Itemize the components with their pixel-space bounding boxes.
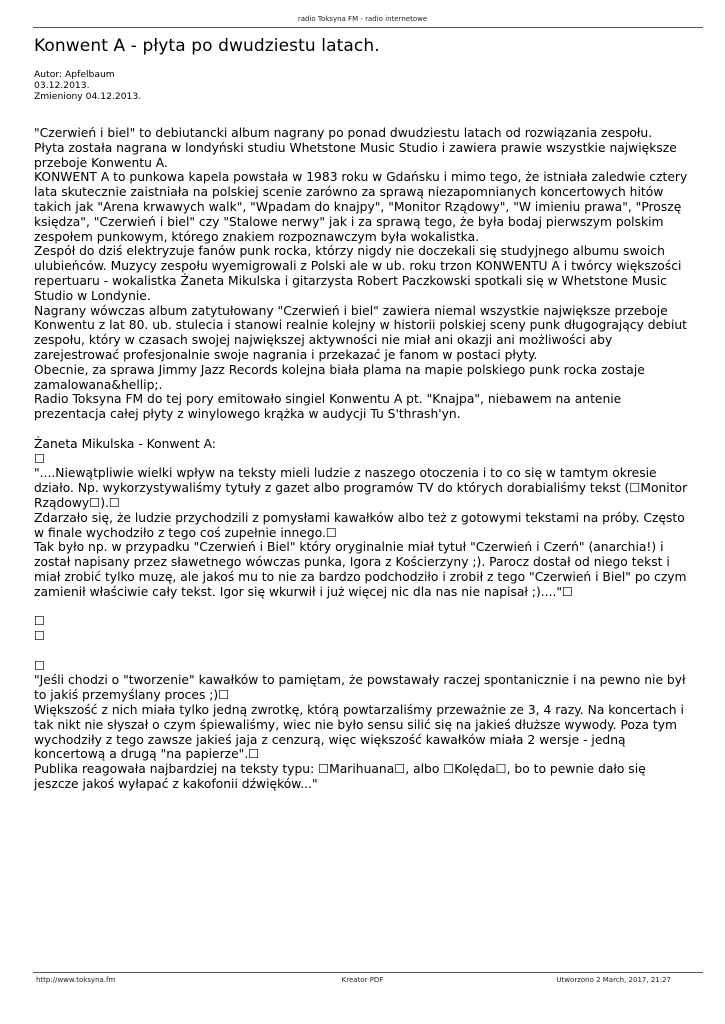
quote-paragraph: Tak było np. w przypadku "Czerwień i Biel" który oryginalnie miał tytuł "Czerwień i Czerń" (anarchia!) i został napisany przez sławetnego wówczas punka, Igora z Kościerzyny ;). Parocz dostał od niego tekst i miał zrobić tylko muzę, ale jakoś mu to nie za bardzo podchodziło i zrobił z tego "Czerwień i Biel" po czym zamienił właściwie cały tekst. Igor się wkurwił i już więcej nic dla nas nie napisał ;)...."☐	[34, 540, 687, 599]
paragraph: Zespół do dziś elektryzuje fanów punk rocka, którzy nigdy nie doczekali się studyjnego albumu swoich ulubieńców. Muzycy zespołu wyemigrowali z Polski ale w ub. roku trzon KONWENTU A i twórcy większości repertuaru - wokalistka Żaneta Mikulska i gitarzysta Robert Paczkowski spotkali się w Whetstone Music Studio w Londynie.	[34, 244, 682, 303]
header-divider	[33, 27, 703, 28]
footer-url: http://www.toksyna.fm	[36, 976, 116, 984]
page-header: radio Toksyna FM - radio internetowe	[297, 15, 428, 23]
modified-date: Zmieniony 04.12.2013.	[34, 91, 142, 102]
quote-paragraph: "....Niewątpliwie wielki wpływ na teksty mieli ludzie z naszego otoczenia i to co się w tamtym okresie działo. Np. wykorzystywaliśmy tytuły z gazet albo programów TV do których dorabialiśmy tekst (☐Monitor Rządowy☐).☐	[34, 466, 688, 510]
paragraph: Radio Toksyna FM do tej pory emitowało singiel Konwentu A pt. "Knajpa", niebawem na antenie prezentacja całej płyty z winylowego krążka w audycji Tu S'thrash'yn.	[34, 392, 622, 422]
article-meta	[34, 69, 141, 102]
created-date: 03.12.2013.	[34, 80, 90, 91]
article-body	[34, 126, 689, 792]
paragraph: Płyta została nagrana w londyński studiu Whetstone Music Studio i zawiera prawie wszystkie największe przeboje Konwentu A.	[34, 140, 677, 170]
quote-paragraph: "Jeśli chodzi o "tworzenie" kawałków to pamiętam, że powstawały raczej spontanicznie i na pewno nie był to jakiś przemyślany proces ;)☐	[34, 673, 686, 703]
footer-divider	[33, 972, 703, 973]
paragraph: "Czerwień i biel" to debiutancki album nagrany po ponad dwudziestu latach od rozwiązania zespołu.	[34, 126, 653, 140]
footer-generator: Kreator PDF	[341, 976, 384, 984]
spacer	[34, 422, 689, 437]
placeholder-glyph: ☐	[34, 451, 46, 466]
placeholder-glyph: ☐	[34, 629, 46, 644]
spacer	[34, 600, 689, 615]
spacer	[34, 644, 689, 659]
quote-paragraph: Publika reagowała najbardziej na teksty typu: ☐Marihuana☐, albo ☐Kolęda☐, bo to pewnie dało się jeszcze jakoś wyłapać z kakofonii dźwięków..."	[34, 762, 646, 792]
quote-paragraph: Większość z nich miała tylko jedną zwrotkę, którą powtarzaliśmy przeważnie ze 3, 4 razy. Na koncertach i tak nikt nie słyszał o czym śpiewaliśmy, wiec nie było sensu silić się na jakieś dłuższe wywody. Poza tym wychodziły z tego zawsze jakieś jaja z cenzurą, więc większość kawałków miała 2 wersje - jedną koncertową a drugą "na papierze".☐	[34, 703, 684, 762]
placeholder-glyph: ☐	[34, 658, 46, 673]
author-line: Autor: Apfelbaum	[34, 69, 115, 80]
paragraph: Nagrany wówczas album zatytułowany "Czerwień i biel" zawiera niemal wszystkie największe przeboje Konwentu z lat 80. ub. stulecia i stanowi realnie kolejny w historii polskiej sceny punk długogrający debiut zespołu, który w czasach swojej największej aktywności nie miał ani okazji ani możliwości aby zarejestrować profesjonalnie swoje nagrania i przekazać je fanom w postaci płyty.	[34, 303, 687, 362]
quote-heading: Żaneta Mikulska - Konwent A:	[34, 436, 216, 451]
placeholder-glyph: ☐	[34, 614, 46, 629]
article-title: Konwent A - płyta po dwudziestu latach.	[34, 36, 380, 56]
quote-paragraph: Zdarzało się, że ludzie przychodzili z pomysłami kawałków albo też z gotowymi tekstami na próby. Często w finale wychodziło z tego coś zupełnie innego.☐	[34, 510, 685, 540]
paragraph: KONWENT A to punkowa kapela powstała w 1983 roku w Gdańsku i mimo tego, że istniała zaledwie cztery lata skutecznie zaistniała na polskiej scenie zarówno za sprawą niezapomnianych koncertowych hitów takich jak "Arena krwawych walk", "Wpadam do knajpy", "Monitor Rządowy", "W imieniu prawa", "Proszę księdza", "Czerwień i biel" czy "Stalowe nerwy" jak i za sprawą tego, że była bodaj pierwszym polskim zespołem punkowym, którego znakiem rozpoznawczym była wokalistka.	[34, 170, 688, 244]
paragraph: Obecnie, za sprawa Jimmy Jazz Records kolejna biała plama na mapie polskiego punk rocka zostaje zamalowana&hellip;.	[34, 362, 645, 392]
footer-created: Utworzono 2 March, 2017, 21:27	[556, 976, 671, 984]
